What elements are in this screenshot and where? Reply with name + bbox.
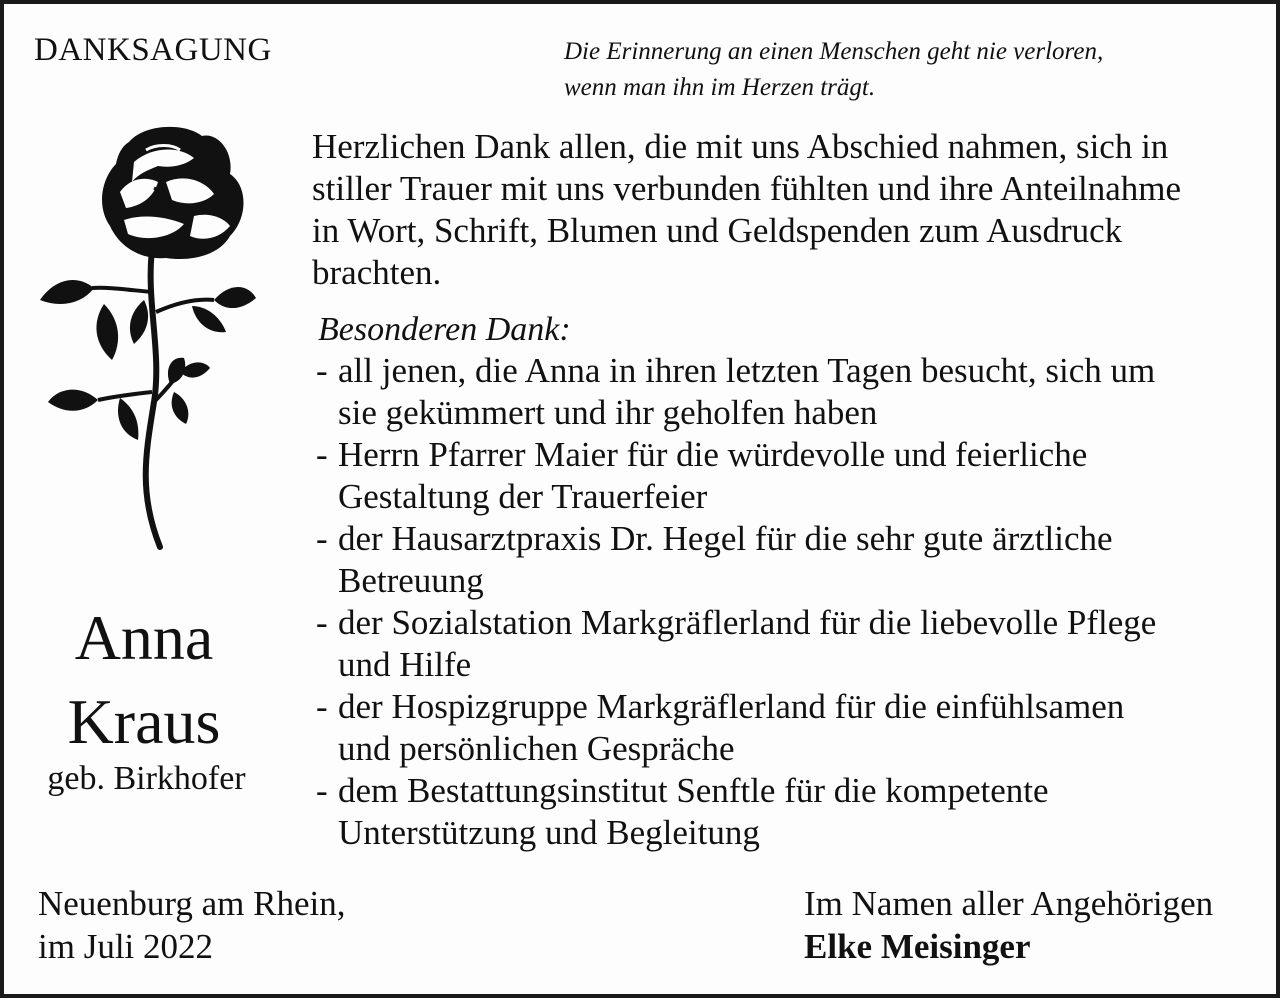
thanks-list	[316, 350, 1266, 854]
intro-line: brachten.	[312, 253, 442, 292]
motto-line: Die Erinnerung an einen Menschen geht nie verloren,	[564, 38, 1104, 65]
intro-paragraph	[312, 126, 1262, 294]
on-behalf-text: Im Namen aller Angehörigen	[804, 884, 1214, 923]
signer-name: Elke Meisinger	[804, 927, 1031, 966]
list-item	[316, 434, 1266, 518]
place-text: Neuenburg am Rhein,	[38, 884, 346, 923]
list-item	[316, 518, 1266, 602]
list-item	[316, 686, 1266, 770]
special-thanks-heading: Besonderen Dank:	[318, 311, 571, 348]
list-item-line: - der Hausarztpraxis Dr. Hegel für die sehr gute ärztliche	[338, 519, 1113, 558]
deceased-first-name: Anna	[74, 602, 214, 673]
intro-line: stiller Trauer mit uns verbunden fühlten und ihre Anteilnahme	[312, 169, 1182, 208]
list-item	[316, 602, 1266, 686]
place-date-block	[38, 882, 345, 968]
list-item-line: - Herrn Pfarrer Maier für die würdevolle und feierliche	[338, 435, 1088, 474]
motto-quote	[564, 34, 1264, 106]
list-item-line: und persönlichen Gespräche	[338, 729, 735, 768]
date-text: im Juli 2022	[38, 927, 214, 966]
motto-line: wenn man ihn im Herzen trägt.	[564, 74, 876, 101]
list-item-line: - all jenen, die Anna in ihren letzten Tagen besucht, sich um	[338, 351, 1156, 390]
list-item-line: Gestaltung der Trauerfeier	[338, 477, 708, 516]
list-item-line: - der Hospizgruppe Markgräflerland für die einfühlsamen	[338, 687, 1125, 726]
intro-line: in Wort, Schrift, Blumen und Geldspenden zum Ausdruck	[312, 211, 1123, 250]
list-item-line: sie gekümmert und ihr geholfen haben	[338, 393, 878, 432]
list-item-line: Betreuung	[338, 561, 484, 600]
intro-line: Herzlichen Dank allen, die mit uns Abschied nahmen, sich in	[312, 127, 1169, 166]
list-item-line: - der Sozialstation Markgräflerland für die liebevolle Pflege	[338, 603, 1157, 642]
list-item	[316, 770, 1266, 854]
list-item-line: und Hilfe	[338, 645, 472, 684]
rose-icon	[34, 122, 264, 552]
list-item-line: - dem Bestattungsinstitut Senftle für die kompetente	[338, 771, 1049, 810]
deceased-last-name: Kraus	[67, 686, 221, 757]
deceased-maiden-name: geb. Birkhofer	[47, 760, 246, 797]
page-title: DANKSAGUNG	[34, 32, 272, 68]
list-item	[316, 350, 1266, 434]
list-item-line: Unterstützung und Begleitung	[338, 813, 760, 852]
signoff-block	[804, 882, 1213, 968]
